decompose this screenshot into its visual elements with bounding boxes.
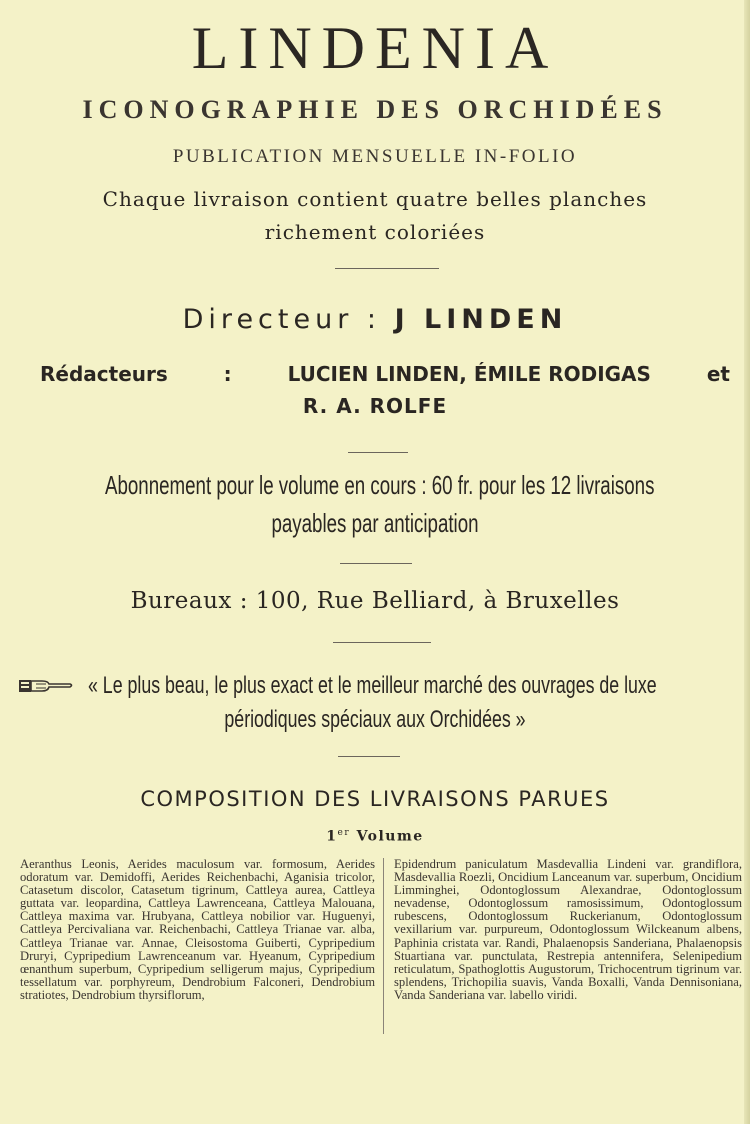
subscription-line-1: Abonnement pour le volume en cours : 60 fr. pour les 12 livraisons: [105, 470, 655, 500]
description-line-2: richement coloriées: [264, 220, 486, 244]
composition-heading: COMPOSITION DES LIVRAISONS PARUES: [140, 787, 610, 811]
editors-colon: :: [223, 362, 232, 386]
editors-label: Rédacteurs: [40, 362, 168, 386]
volume-heading: [0, 828, 750, 845]
divider: [348, 452, 408, 453]
divider: [333, 642, 431, 643]
volume-label: Volume: [356, 828, 424, 845]
quote-text-1: « Le plus beau, le plus exact et le meilleur marché des ouvrages de luxe: [88, 672, 657, 699]
editors-line: [40, 362, 730, 386]
contents-left-column: Aeranthus Leonis, Aerides maculosum var. formosum, Aerides odoratum var. Demidoffi, Aerides Reichenbachi, Aganisia tricolor, Catasetum discolor, Catasetum tigrinum, Cattleya aurea, Cattleya guttata var. leopardina, Cattleya Lawrenceana, Cattleya Malouana, Cattleya maxima var. Hrubyana, Cattleya nobilior var. Huguenyi, Cattleya Percivaliana var. Reichenbachi, Cattleya Trianae var. alba, Cattleya Trianae var. Annae, Cleisostoma Guiberti, Cypripedium Druryi, Cypripedium Lawrenceanum var. Hyeanum, Cypripedium œnanthum superbum, Cypripedium selligerum majus, Cypripedium tessellatum var. porphyreum, Dendrobium Falconeri, Dendrobium stratiotes, Dendrobium thyrsiflorum,: [20, 857, 375, 1002]
subscription-line-2: payables par anticipation: [271, 508, 479, 538]
divider: [340, 563, 412, 564]
publication-frequency: PUBLICATION MENSUELLE IN-FOLIO: [172, 146, 578, 167]
quote-line-2: périodiques spéciaux aux Orchidées »: [224, 706, 526, 733]
divider: [335, 268, 439, 269]
contents-right-column: Epidendrum paniculatum Masdevallia Lindeni var. grandiflora, Masdevallia Roezli, Oncidium Lanceanum var. superbum, Oncidium Limminghei, Odontoglossum Alexandrae, Odontoglossum nevadense, Odontoglossum ramosissimum, Odontoglossum rubescens, Odontoglossum Ruckerianum, Odontoglossum vexillarium var. purpureum, Odontoglossum Wilckeanum albens, Paphinia cristata var. Randi, Phalaenopsis Sanderiana, Phalaenopsis Stuartiana var. punctulata, Restrepia antennifera, Selenipedium reticulatum, Spathoglottis Augustorum, Trichocentrum tigrinum var. splendens, Trichopilia suavis, Vanda Boxalli, Vanda Dennisoniana, Vanda Sanderiana var. labello viridi.: [394, 857, 742, 1002]
journal-subtitle: ICONOGRAPHIE DES ORCHIDÉES: [82, 95, 668, 124]
editors-names-line-2: R. A. ROLFE: [302, 394, 448, 418]
divider: [338, 756, 400, 757]
volume-suffix: er: [337, 828, 351, 838]
description-line-1: Chaque livraison contient quatre belles planches: [102, 187, 648, 211]
office-address: Bureaux : 100, Rue Belliard, à Bruxelles: [130, 588, 620, 614]
director-name: J LINDEN: [394, 304, 568, 335]
editors-and: et: [706, 362, 730, 386]
editors-names: LUCIEN LINDEN, ÉMILE RODIGAS: [287, 362, 651, 386]
pointing-hand-icon: [18, 677, 74, 695]
volume-number: 1: [326, 828, 338, 845]
column-divider: [383, 858, 384, 1034]
page-edge: [744, 0, 750, 1124]
quote-line-1: [18, 672, 742, 700]
director-label: Directeur :: [182, 304, 381, 335]
director-line: [0, 304, 750, 335]
journal-title: LINDENIA: [191, 15, 559, 81]
